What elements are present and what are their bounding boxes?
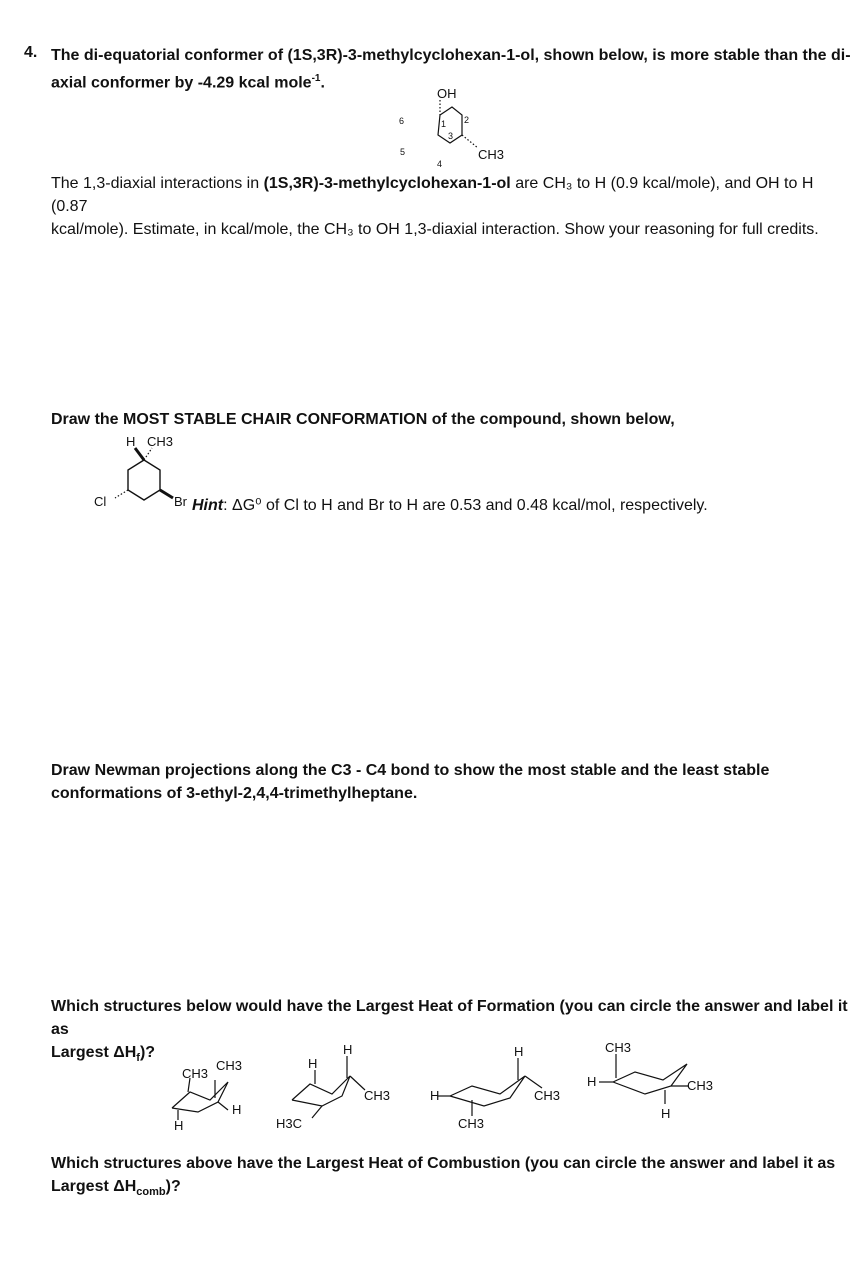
paragraph-line-2: kcal/mole). Estimate, in kcal/mole, the CH₃ to OH 1,3-diaxial interaction. Show your reasoning for full credits. [51,221,819,238]
atom-number-2: 2 [464,115,470,125]
h-label-1: H [587,1074,597,1089]
ch3-label-a: CH3 [182,1066,209,1081]
chair-structure-1 [160,1040,260,1133]
paragraph-line-1: The 1,3-diaxial interactions in (1S,3R)-3-methylcyclohexan-1-ol are CH₃ to H (0.9 kcal/mole), and OH to H (0.87 [51,175,814,215]
ch3-label-b: CH3 [216,1058,243,1073]
atom-number-1: 1 [441,119,447,129]
ch3-label: CH3 [147,434,174,449]
heat-formation-line-2: Largest $\Delta H_f$)? [51,1044,156,1065]
atom-number-3: 3 [448,131,454,141]
h-label-1: H [308,1056,318,1071]
chair-hint: Hint: ΔG⁰ of Cl to H and Br to H are 0.53 and 0.48 kcal/mol, respectively. [192,497,708,514]
h-label-2: H [514,1044,524,1059]
heat-combustion-line-1: Which structures above have the Largest Heat of Combustion (you can circle the answer and label it as [51,1155,836,1172]
chair-question-title: Draw the MOST STABLE CHAIR CONFORMATION of the compound, shown below, [51,411,675,428]
h-label-2: H [232,1102,242,1117]
atom-number-6: 6 [399,116,405,126]
oh-label: OH [437,86,457,101]
h-label-1: H [174,1118,184,1133]
question-4-line-2: axial conformer by -4.29 kcal mole$^{-1}$. [51,73,325,92]
methylcyclohexanol-structure [390,85,520,175]
atom-number-5: 5 [400,147,406,157]
h-label-1: H [430,1088,440,1103]
heat-combustion-line-2: Largest $\Delta H_{comb}$)? [51,1178,181,1199]
ch3-label: CH3 [478,147,505,162]
newman-line-2: conformations of 3-ethyl-2,4,4-trimethylheptane. [51,785,418,802]
h-label-2: H [661,1106,671,1121]
br-label: Br [174,494,187,509]
newman-question-text [51,759,851,805]
ch3-label-a: CH3 [605,1040,632,1055]
question-4-line-1: The di-equatorial conformer of (1S,3R)-3-methylcyclohexan-1-ol, shown below, is more stable than the di- [51,47,851,64]
h-label-2: H [343,1042,353,1057]
ch3-label: CH3 [364,1088,391,1103]
chair-structure-2 [270,1040,400,1130]
newman-line-1: Draw Newman projections along the C3 - C4 bond to show the most stable and the least stable [51,762,770,779]
atom-number-4: 4 [437,159,443,169]
diaxial-interactions-paragraph [51,172,851,241]
ch3-label-b: CH3 [458,1116,485,1131]
heat-formation-line-1: Which structures below would have the Largest Heat of Formation (you can circle the answer and label it as [51,998,848,1038]
question-number: 4. [24,44,38,61]
heat-combustion-question [51,1152,851,1204]
chair-structure-3 [430,1040,580,1130]
ch3-label-b: CH3 [687,1078,714,1093]
ch3-label-a: CH3 [534,1088,561,1103]
trisubstituted-cyclohexane-structure [90,430,200,510]
cl-label: Cl [94,494,107,509]
h3c-label: H3C [276,1116,303,1131]
h-label: H [126,434,136,449]
chair-structure-4 [585,1040,735,1130]
